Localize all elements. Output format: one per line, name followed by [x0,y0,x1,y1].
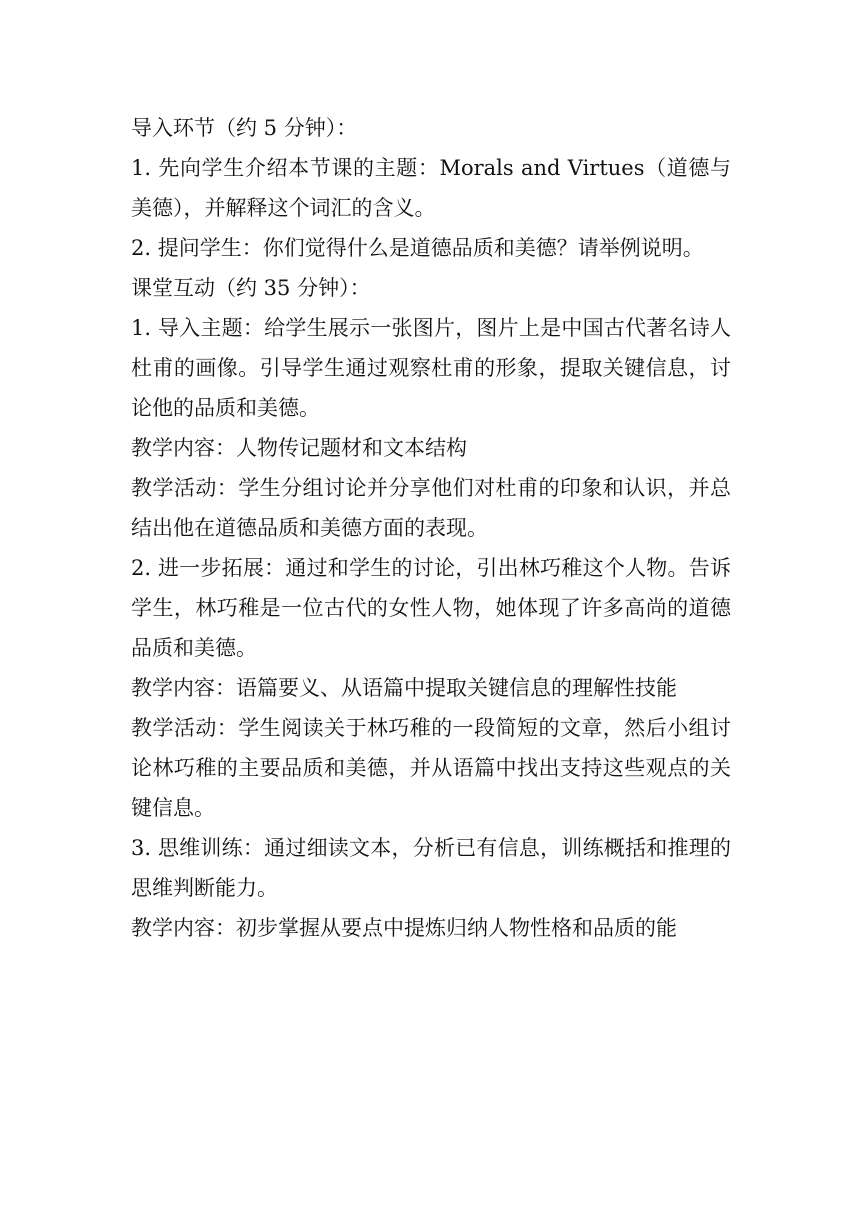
teaching-activity-2: 教学活动：学生阅读关于林巧稚的一段简短的文章，然后小组讨论林巧稚的主要品质和美德，并从语篇中找出支持这些观点的关键信息。 [131,716,731,820]
intro-step-2: 2. 提问学生：你们觉得什么是道德品质和美德？请举例说明。 [131,236,704,260]
section-heading-intro: 导入环节（约 5 分钟）： [131,116,358,140]
teaching-activity-1: 教学活动：学生分组讨论并分享他们对杜甫的印象和认识，并总结出他在道德品质和美德方面的表现。 [131,476,731,540]
teaching-content-2: 教学内容：语篇要义、从语篇中提取关键信息的理解性技能 [131,676,677,700]
document-body [131,108,731,948]
teaching-content-1: 教学内容：人物传记题材和文本结构 [131,436,467,460]
interaction-step-1: 1. 导入主题：给学生展示一张图片，图片上是中国古代著名诗人杜甫的画像。引导学生通过观察杜甫的形象，提取关键信息，讨论他的品质和美德。 [131,316,731,420]
interaction-step-3: 3. 思维训练：通过细读文本，分析已有信息，训练概括和推理的思维判断能力。 [131,836,731,900]
teaching-content-3: 教学内容：初步掌握从要点中提炼归纳人物性格和品质的能 [131,916,677,940]
intro-step-1: 1. 先向学生介绍本节课的主题：Morals and Virtues（道德与美德），并解释这个词汇的含义。 [131,156,731,220]
section-heading-interaction: 课堂互动（约 35 分钟）： [131,276,371,300]
interaction-step-2: 2. 进一步拓展：通过和学生的讨论，引出林巧稚这个人物。告诉学生，林巧稚是一位古代的女性人物，她体现了许多高尚的道德品质和美德。 [131,556,731,660]
